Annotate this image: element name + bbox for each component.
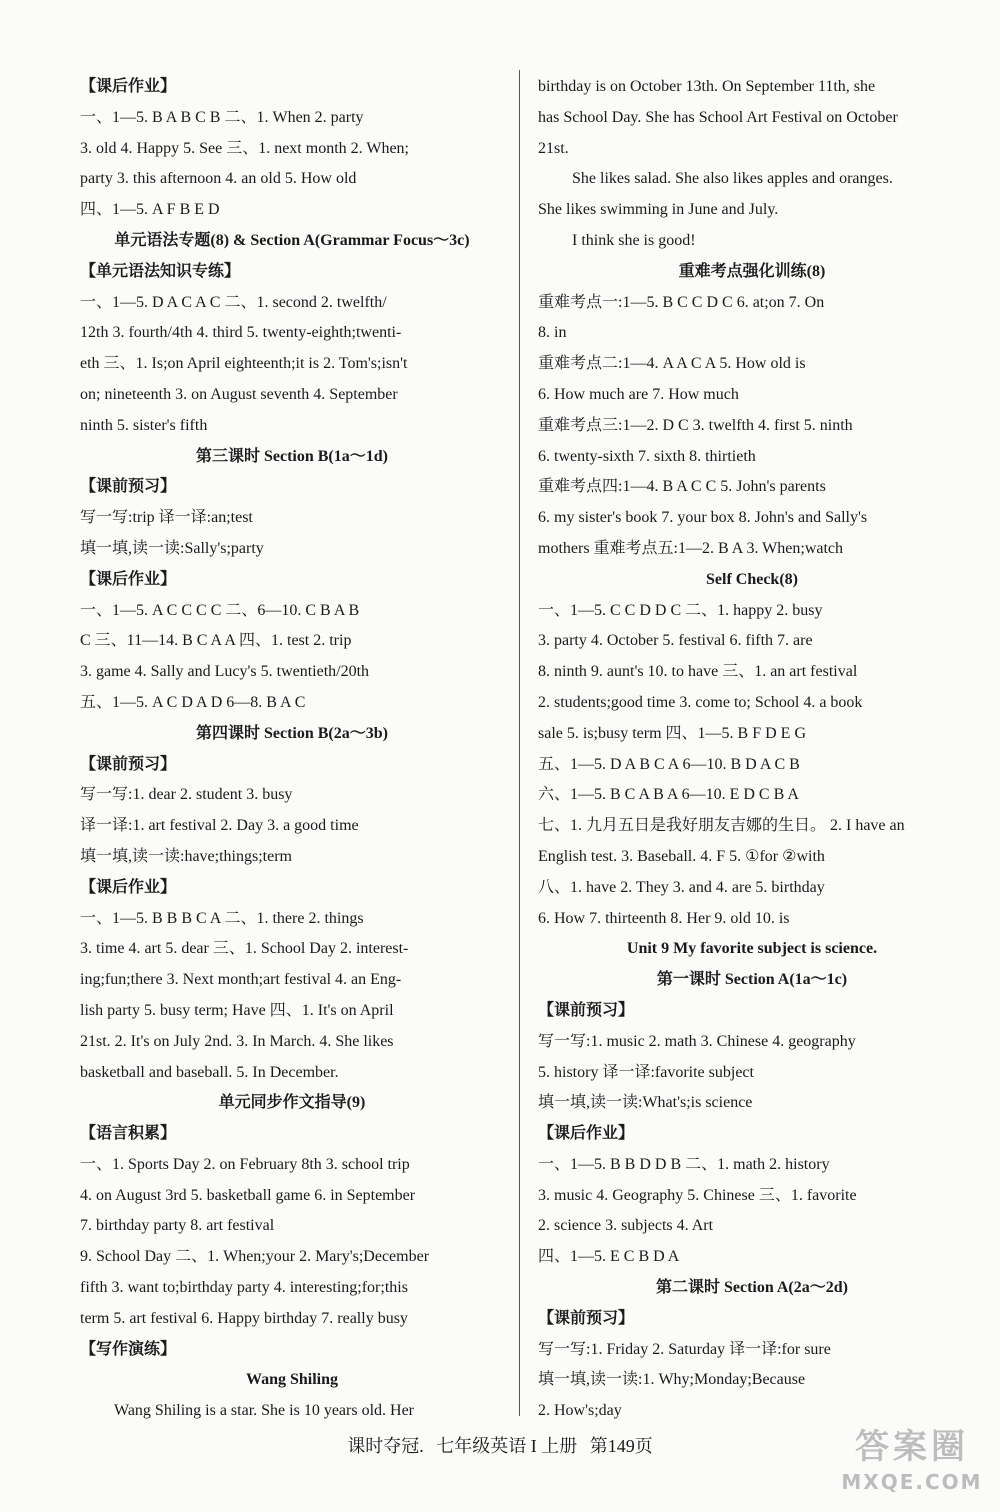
answer-line: 填一填,读一读:1. Why;Monday;Because [538, 1371, 806, 1389]
lesson-title: 第一课时 Section A(1a～1c) [656, 971, 848, 989]
answer-line: mothers 重难考点五:1—2. B A 3. When;watch [538, 539, 844, 557]
lesson-title: 第三课时 Section B(1a～1d) [195, 447, 388, 465]
answer-line: 6. How much are 7. How much [538, 385, 739, 403]
answer-line: 填一填,读一读:have;things;term [80, 847, 292, 865]
answer-line: 8. in [538, 324, 567, 342]
answer-line: 3. old 4. Happy 5. See 三、1. next month 2. When; [80, 139, 410, 157]
answer-line: 21st. [538, 139, 569, 157]
footer-book-title: 课时夺冠. [347, 1436, 424, 1456]
section-header: 【语言积累】 [80, 1125, 177, 1143]
answer-line: ing;fun;there 3. Next month;art festival 4. an Eng- [80, 971, 402, 989]
answer-line: C 三、11—14. B C A A 四、1. test 2. trip [80, 632, 352, 650]
answer-line: term 5. art festival 6. Happy birthday 7. really busy [80, 1309, 408, 1327]
answer-line: 2. science 3. subjects 4. Art [538, 1217, 714, 1235]
watermark-url: MXQE.COM [841, 1470, 983, 1494]
answer-line: 填一填,读一读:What's;is science [538, 1094, 753, 1112]
answer-line: 5. history 译一译:favorite subject [538, 1063, 754, 1081]
section-header: 【单元语法知识专练】 [80, 262, 241, 280]
answer-line: 写一写:1. music 2. math 3. Chinese 4. geography [538, 1032, 856, 1050]
answer-line: 一、1—5. B A B C B 二、1. When 2. party [80, 108, 364, 126]
answer-line: 6. my sister's book 7. your box 8. John's and Sally's [538, 509, 868, 527]
answer-line: 一、1—5. A C C C C 二、6—10. C B A B [80, 601, 360, 619]
answer-line: party 3. this afternoon 4. an old 5. How old [80, 170, 357, 188]
answer-line: 3. music 4. Geography 5. Chinese 三、1. favorite [538, 1186, 857, 1204]
section-header: 【课后作业】 [80, 878, 177, 896]
footer-page-number: 第149页 [589, 1436, 653, 1456]
answer-line: 3. party 4. October 5. festival 6. fifth 7. are [538, 632, 813, 650]
paragraph-line: I think she is good! [572, 231, 696, 249]
answer-line: English test. 3. Baseball. 4. F 5. ①for ②with [538, 847, 825, 865]
answer-line: 译一译:1. art festival 2. Day 3. a good time [80, 817, 359, 835]
answer-line: 重难考点二:1—4. A A C A 5. How old is [538, 355, 806, 373]
left-column [80, 72, 504, 1427]
answer-line: basketball and baseball. 5. In December. [80, 1063, 339, 1081]
watermark-logo-text: 答案圈 [855, 1427, 969, 1467]
footer-grade: 七年级英语 I 上册 [436, 1436, 578, 1456]
answer-line: 2. students;good time 3. come to; School 4. a book [538, 693, 863, 711]
answer-line: 3. time 4. art 5. dear 三、1. School Day 2. interest- [80, 940, 409, 958]
section-header: 【课前预习】 [80, 478, 177, 496]
answer-line: ninth 5. sister's fifth [80, 416, 208, 434]
answer-line: 6. How 7. thirteenth 8. Her 9. old 10. is [538, 909, 790, 927]
answer-line: 四、1—5. E C B D A [538, 1248, 680, 1266]
lesson-title: 单元语法专题(8) & Section A(Grammar Focus～3c) [114, 231, 470, 249]
answer-line: 一、1—5. B B D D B 二、1. math 2. history [538, 1155, 830, 1173]
column-divider [519, 70, 520, 1416]
lesson-title: 第四课时 Section B(2a～3b) [195, 724, 388, 742]
answer-line: 一、1—5. B B B C A 二、1. there 2. things [80, 909, 364, 927]
right-column [538, 72, 966, 1427]
answer-line: 七、1. 九月五日是我好朋友吉娜的生日。 2. I have an [538, 817, 905, 835]
section-header: 【课后作业】 [80, 570, 177, 588]
section-header: 【课前预习】 [538, 1309, 635, 1327]
answer-line: on; nineteenth 3. on August seventh 4. September [80, 385, 398, 403]
answer-line: 五、1—5. D A B C A 6—10. B D A C B [538, 755, 800, 773]
answer-line: 9. School Day 二、1. When;your 2. Mary's;December [80, 1248, 430, 1266]
answer-line: 六、1—5. B C A B A 6—10. E D C B A [538, 786, 799, 804]
lesson-title: 第二课时 Section A(2a～2d) [655, 1279, 848, 1297]
answer-line: 四、1—5. A F B E D [80, 201, 220, 219]
answer-line: 重难考点三:1—2. D C 3. twelfth 4. first 5. ninth [538, 416, 853, 434]
answer-line: She likes swimming in June and July. [538, 201, 779, 219]
answer-line: 重难考点四:1—4. B A C C 5. John's parents [538, 478, 826, 496]
answer-line: birthday is on October 13th. On September 11th, she [538, 78, 876, 95]
paragraph-line: Wang Shiling is a star. She is 10 years old. Her [114, 1402, 415, 1420]
answer-line: 写一写:1. Friday 2. Saturday 译一译:for sure [538, 1340, 831, 1358]
answer-line: 2. How's;day [538, 1402, 622, 1420]
answer-line: 3. game 4. Sally and Lucy's 5. twentieth/20th [80, 663, 370, 681]
answer-line: 8. ninth 9. aunt's 10. to have 三、1. an art festival [538, 663, 858, 681]
answer-line: sale 5. is;busy term 四、1—5. B F D E G [538, 724, 806, 742]
answer-line: 五、1—5. A C D A D 6—8. B A C [80, 693, 306, 711]
answer-line: 一、1. Sports Day 2. on February 8th 3. school trip [80, 1155, 410, 1173]
answer-line: 写一写:trip 译一译:an;test [80, 509, 253, 527]
answer-line: 八、1. have 2. They 3. and 4. are 5. birthday [538, 878, 825, 896]
answer-line: fifth 3. want to;birthday party 4. interesting;for;this [80, 1279, 408, 1297]
paragraph-line: She likes salad. She also likes apples and oranges. [572, 170, 893, 188]
lesson-title: 重难考点强化训练(8) [678, 262, 826, 280]
section-header: 【课前预习】 [538, 1001, 635, 1019]
answer-line: 21st. 2. It's on July 2nd. 3. In March. 4. She likes [80, 1032, 394, 1050]
answer-line: eth 三、1. Is;on April eighteenth;it is 2. Tom's;isn't [80, 355, 408, 373]
answer-line: 6. twenty-sixth 7. sixth 8. thirtieth [538, 447, 756, 465]
answer-line: 写一写:1. dear 2. student 3. busy [80, 786, 293, 804]
lesson-title: Wang Shiling [245, 1371, 339, 1389]
section-header: 【课前预习】 [80, 755, 177, 773]
answer-line: 重难考点一:1—5. B C C D C 6. at;on 7. On [538, 293, 825, 311]
answer-line: 一、1—5. C C D D C 二、1. happy 2. busy [538, 601, 823, 619]
section-header: 【写作演练】 [80, 1340, 177, 1358]
lesson-title: 单元同步作文指导(9) [218, 1094, 366, 1112]
answer-line: 填一填,读一读:Sally's;party [80, 539, 264, 557]
lesson-title: Self Check(8) [706, 570, 798, 588]
answer-line: 12th 3. fourth/4th 4. third 5. twenty-eighth;twenti- [80, 324, 402, 342]
lesson-title: Unit 9 My favorite subject is science. [626, 940, 878, 958]
section-header: 【课后作业】 [538, 1125, 635, 1143]
answer-line: 7. birthday party 8. art festival [80, 1217, 275, 1235]
site-watermark [832, 1424, 992, 1504]
answer-line: has School Day. She has School Art Festival on October [538, 108, 898, 126]
answer-line: 4. on August 3rd 5. basketball game 6. in September [80, 1186, 416, 1204]
answer-line: 一、1—5. D A C A C 二、1. second 2. twelfth/ [80, 293, 387, 311]
section-header: 【课后作业】 [80, 78, 177, 95]
answer-line: lish party 5. busy term; Have 四、1. It's on April [80, 1001, 394, 1019]
